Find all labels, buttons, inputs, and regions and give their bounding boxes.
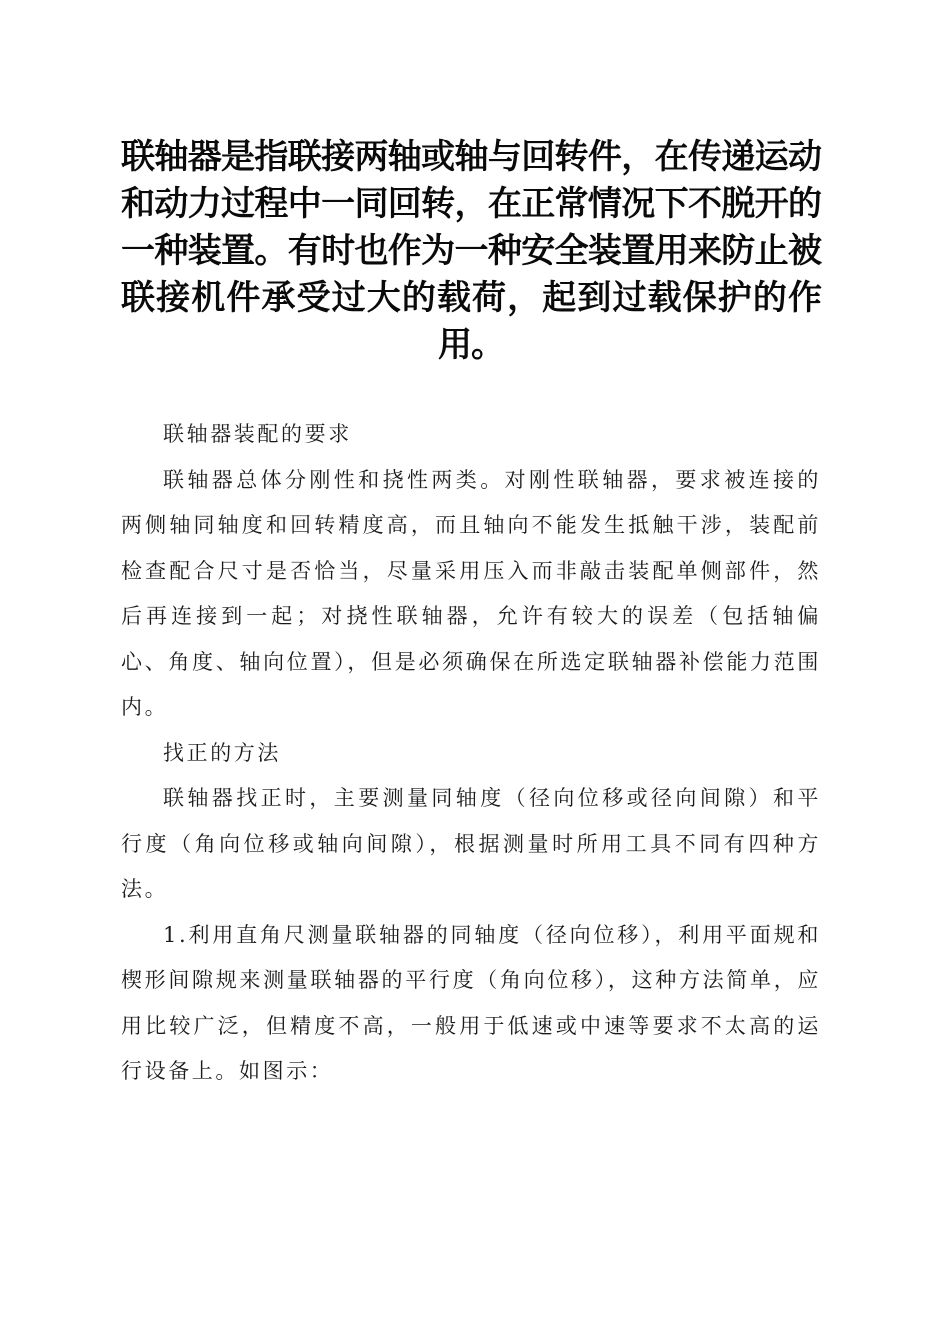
document-title: 联轴器是指联接两轴或轴与回转件，在传递运动和动力过程中一同回转，在正常情况下不脱开的一种装置。有时也作为一种安全装置用来防止被联接机件承受过大的载荷，起到过载保护的作用。 [121,137,821,365]
alignment-methods-heading: 找正的方法 [163,740,281,765]
alignment-methods-paragraph: 联轴器找正时，主要测量同轴度（径向位移或径向间隙）和平行度（角向位移或轴向间隙），根据测量时所用工具不同有四种方法。 [121,786,821,901]
assembly-requirements-heading: 联轴器装配的要求 [163,422,352,446]
document-body [121,412,821,1095]
method-1-paragraph: 1.利用直角尺测量联轴器的同轴度（径向位移），利用平面规和楔形间隙规来测量联轴器的平行度（角向位移），这种方法简单，应用比较广泛，但精度不高，一般用于低速或中速等要求不太高的运行设备上。如图示： [121,922,821,1083]
assembly-requirements-paragraph: 联轴器总体分刚性和挠性两类。对刚性联轴器，要求被连接的两侧轴同轴度和回转精度高，而且轴向不能发生抵触干涉，装配前检查配合尺寸是否恰当，尽量采用压入而非敲击装配单侧部件，然后再连接到一起；对挠性联轴器，允许有较大的误差（包括轴偏心、角度、轴向位置），但是必须确保在所选定联轴器补偿能力范围内。 [121,467,821,719]
